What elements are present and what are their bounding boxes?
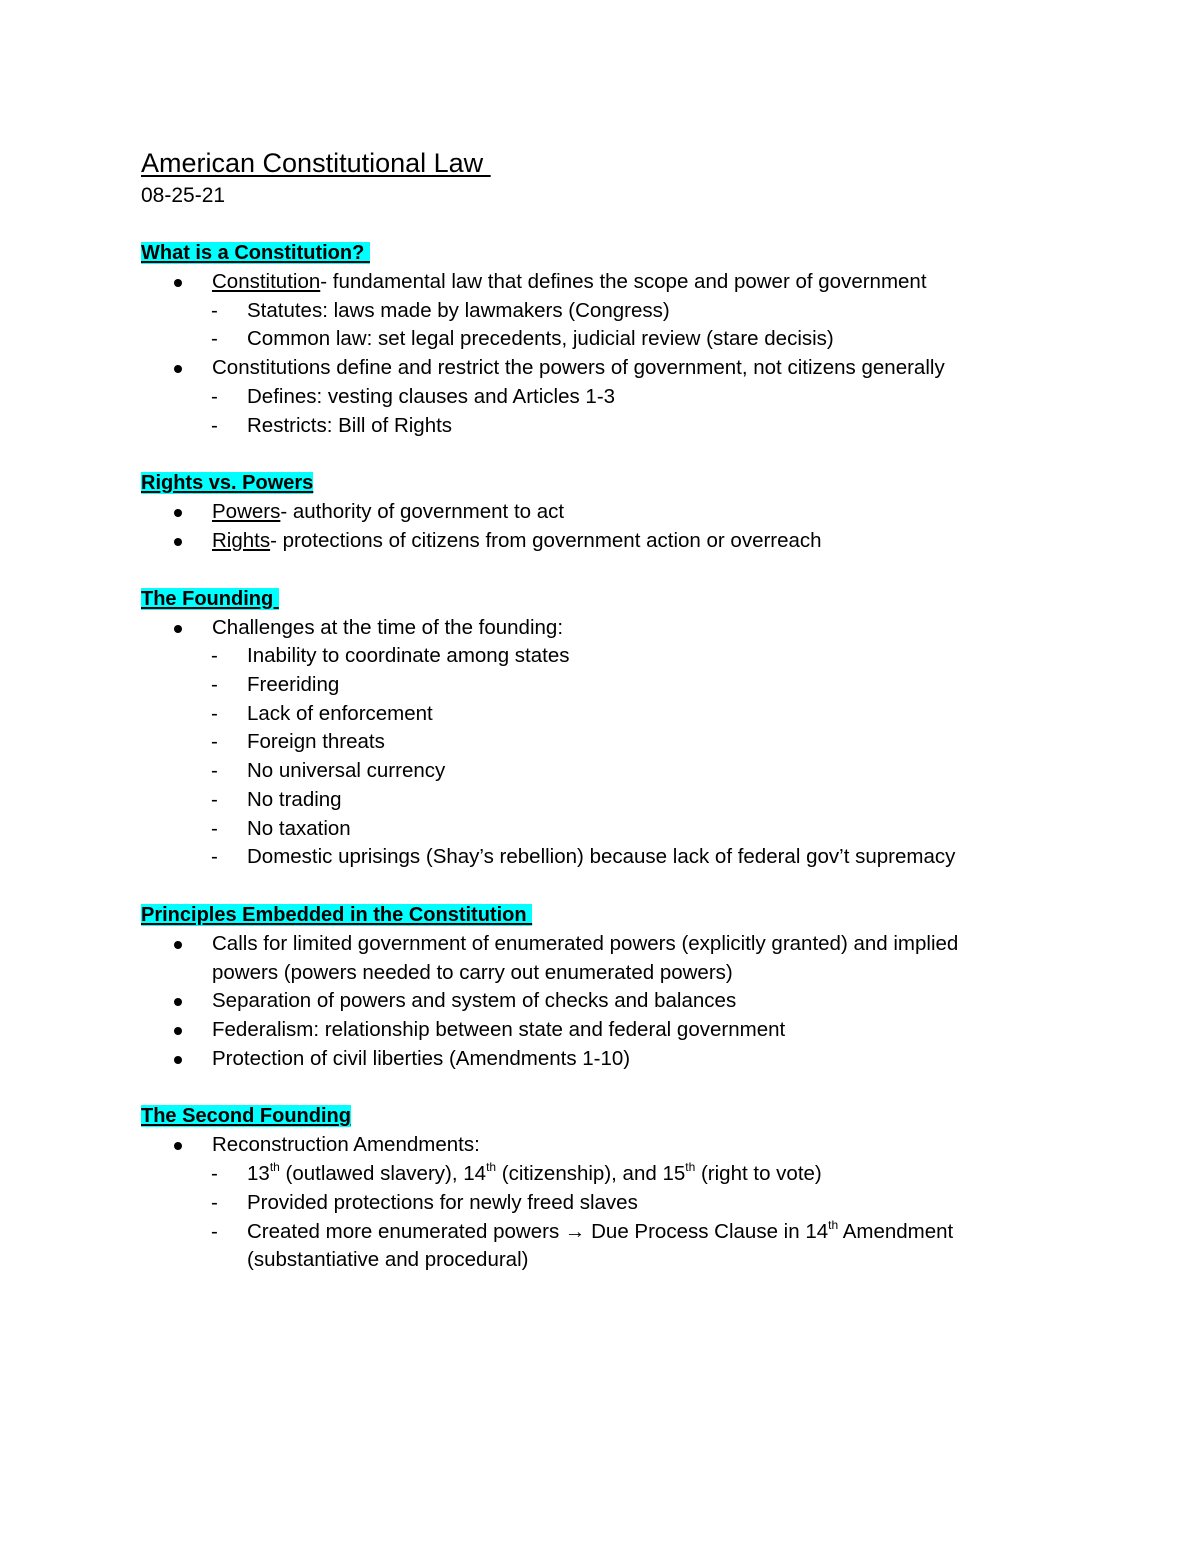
list-item: - Domestic uprisings (Shay’s rebellion) because lack of federal gov’t supremacy <box>141 843 1041 872</box>
dash-icon: - <box>211 730 218 754</box>
section-heading-second-founding: The Second Founding <box>141 1105 351 1128</box>
list-item: - 13th (outlawed slavery), 14th (citizenship), and 15th (right to vote) <box>141 1160 1041 1189</box>
dash-icon: - <box>211 413 218 437</box>
bullet-icon <box>174 625 182 633</box>
list-item: - Freeriding <box>141 671 1041 700</box>
section-heading-principles: Principles Embedded in the Constitution <box>141 903 533 926</box>
section-heading-rights-powers: Rights vs. Powers <box>141 472 314 495</box>
bullet-icon <box>174 279 182 287</box>
list-item: - Defines: vesting clauses and Articles 1-3 <box>141 383 1041 412</box>
dash-icon: - <box>211 816 218 840</box>
arrow-right-icon: → <box>564 1219 586 1243</box>
document-content <box>141 145 1041 1275</box>
bullet-icon <box>174 1027 182 1035</box>
dash-icon: - <box>211 327 218 351</box>
list-item: Separation of powers and system of checks and balances <box>141 987 1041 1016</box>
dash-icon: - <box>211 759 218 783</box>
dash-icon: - <box>211 1162 218 1186</box>
bullet-icon <box>174 1142 182 1150</box>
list-item: - No trading <box>141 786 1041 815</box>
section-heading-founding: The Founding <box>141 587 279 610</box>
list-item: Calls for limited government of enumerated powers (explicitly granted) and implied <box>141 930 1041 959</box>
list-item: - Restricts: Bill of Rights <box>141 412 1041 441</box>
bullet-icon <box>174 365 182 373</box>
dash-icon: - <box>211 384 218 408</box>
document-date: 08-25-21 <box>141 184 226 207</box>
list-item: - Inability to coordinate among states <box>141 642 1041 671</box>
bullet-icon <box>174 1056 182 1064</box>
section-heading-constitution: What is a Constitution? <box>141 242 370 264</box>
list-item: - Common law: set legal precedents, judicial review (stare decisis) <box>141 325 1041 354</box>
list-item: - Lack of enforcement <box>141 700 1041 729</box>
bullet-icon <box>174 509 182 517</box>
dash-icon: - <box>211 701 218 725</box>
dash-icon: - <box>211 644 218 668</box>
bullet-icon <box>174 538 182 546</box>
list-item: - Foreign threats <box>141 728 1041 757</box>
dash-icon: - <box>211 1219 218 1243</box>
dash-icon: - <box>211 298 218 322</box>
list-item: Constitution- fundamental law that defines the scope and power of government <box>141 268 1041 297</box>
list-item: Protection of civil liberties (Amendments 1-10) <box>141 1045 1041 1074</box>
list-item: Reconstruction Amendments: <box>141 1131 1041 1160</box>
dash-icon: - <box>211 787 218 811</box>
list-item: - No taxation <box>141 815 1041 844</box>
list-item: Challenges at the time of the founding: <box>141 614 1041 643</box>
list-item: Constitutions define and restrict the powers of government, not citizens generally <box>141 354 1041 383</box>
document-title: American Constitutional Law <box>141 148 491 178</box>
list-item: - Created more enumerated powers → Due Process Clause in 14th Amendment <box>141 1218 1041 1247</box>
dash-icon: - <box>211 1190 218 1214</box>
list-item: - No universal currency <box>141 757 1041 786</box>
dash-icon: - <box>211 845 218 869</box>
dash-icon: - <box>211 673 218 697</box>
list-item: - Provided protections for newly freed slaves <box>141 1189 1041 1218</box>
list-item: Federalism: relationship between state and federal government <box>141 1016 1041 1045</box>
list-item: Rights- protections of citizens from government action or overreach <box>141 527 1041 556</box>
list-item: - Statutes: laws made by lawmakers (Congress) <box>141 297 1041 326</box>
list-item-continuation: (substantiative and procedural) <box>247 1248 529 1272</box>
bullet-icon <box>174 941 182 949</box>
bullet-icon <box>174 998 182 1006</box>
list-item: Powers- authority of government to act <box>141 498 1041 527</box>
list-item-continuation: powers (powers needed to carry out enumerated powers) <box>212 960 733 984</box>
